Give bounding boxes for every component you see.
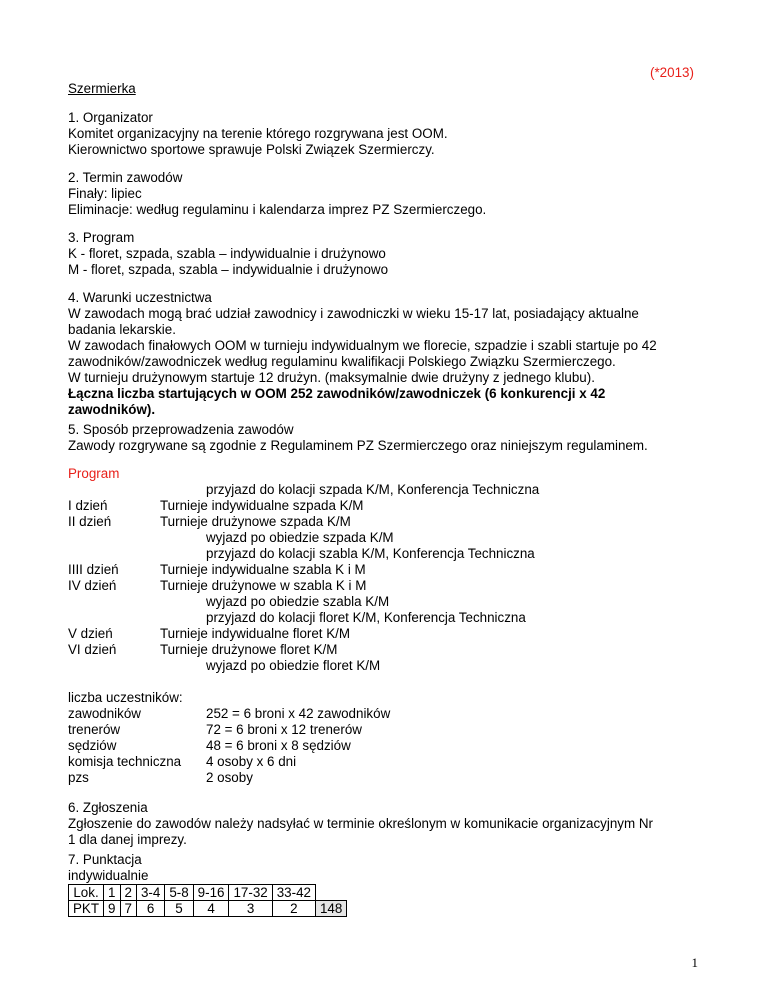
- participant-name: trenerów: [68, 722, 121, 737]
- schedule-day: VI dzień: [68, 642, 117, 657]
- section-heading: 7. Punktacja: [68, 852, 142, 867]
- schedule-day: II dzień: [68, 514, 112, 529]
- paragraph-line: Kierownictwo sportowe sprawuje Polski Związek Szermierczy.: [68, 142, 435, 157]
- section-heading: 6. Zgłoszenia: [68, 800, 148, 815]
- section-heading: 3. Program: [68, 230, 135, 245]
- paragraph-line: 1 dla danej imprezy.: [68, 832, 187, 847]
- section-heading: 5. Sposób przeprowadzenia zawodów: [68, 422, 294, 437]
- section-conditions: [68, 290, 657, 418]
- schedule-text: Turnieje indywidualne floret K/M: [160, 626, 351, 641]
- schedule-text: przyjazd do kolacji szabla K/M, Konferencja Techniczna: [206, 546, 535, 561]
- table-cell: Lok.: [69, 885, 104, 901]
- table-row: [69, 901, 347, 917]
- table-cell: 9-16: [193, 885, 229, 901]
- participant-value: 72 = 6 broni x 12 trenerów: [206, 722, 362, 737]
- paragraph-line: W zawodach finałowych OOM w turnieju indywidualnym we florecie, szpadzie i szabli startuje po 42: [68, 338, 657, 353]
- participant-value: 48 = 6 broni x 8 sędziów: [206, 738, 351, 753]
- participant-name: zawodników: [68, 706, 141, 721]
- schedule-text: Turnieje indywidualne szpada K/M: [160, 498, 364, 513]
- table-cell: 3: [229, 901, 272, 917]
- table-cell: 5-8: [165, 885, 193, 901]
- paragraph-line: W turnieju drużynowym startuje 12 drużyn. (maksymalnie dwie drużyny z jednego klubu).: [68, 370, 595, 385]
- schedule-day: V dzień: [68, 626, 113, 641]
- participant-value: 2 osoby: [206, 770, 253, 785]
- table-cell: 5: [165, 901, 193, 917]
- participant-value: 252 = 6 broni x 42 zawodników: [206, 706, 391, 721]
- paragraph-line: Eliminacje: według regulaminu i kalendarza imprez PZ Szermierczego.: [68, 202, 487, 217]
- schedule-text: przyjazd do kolacji szpada K/M, Konferencja Techniczna: [206, 482, 540, 497]
- table-row: [69, 885, 347, 901]
- section-heading: 2. Termin zawodów: [68, 170, 183, 185]
- paragraph-line: W zawodach mogą brać udział zawodnicy i zawodniczki w wieku 15-17 lat, posiadający aktualne: [68, 306, 639, 321]
- section-organizer: [68, 110, 448, 158]
- schedule-day: IV dzień: [68, 578, 117, 593]
- table-cell: 9: [104, 901, 120, 917]
- table-cell: 2: [272, 901, 315, 917]
- participant-name: sędziów: [68, 738, 117, 753]
- participant-value: 4 osoby x 6 dni: [206, 754, 297, 769]
- paragraph-line: Finały: lipiec: [68, 186, 142, 201]
- schedule-text: wyjazd po obiedzie szabla K/M: [206, 594, 390, 609]
- scoring-table: [68, 884, 347, 917]
- paragraph-line: M - floret, szpada, szabla – indywidualnie i drużynowo: [68, 262, 389, 277]
- section-procedure: [68, 422, 648, 454]
- section-entries: [68, 800, 653, 848]
- participants-label: liczba uczestników:: [68, 690, 183, 705]
- table-cell: 7: [120, 901, 136, 917]
- participant-name: komisja techniczna: [68, 754, 182, 769]
- points-total: 148: [315, 901, 346, 917]
- program-label: Program: [68, 466, 120, 481]
- table-cell: 17-32: [229, 885, 272, 901]
- year-note: (*2013): [650, 65, 694, 80]
- section-dates: [68, 170, 486, 218]
- paragraph-line: badania lekarskie.: [68, 322, 176, 337]
- section-heading: 4. Warunki uczestnictwa: [68, 290, 212, 305]
- section-scoring: [68, 852, 148, 884]
- schedule-text: wyjazd po obiedzie szpada K/M: [206, 530, 394, 545]
- participant-name: pzs: [68, 770, 89, 785]
- schedule-day: I dzień: [68, 498, 108, 513]
- table-cell: 3-4: [136, 885, 164, 901]
- schedule-text: Turnieje drużynowe szpada K/M: [160, 514, 351, 529]
- page-number: 1: [691, 955, 698, 970]
- schedule-text: Turnieje indywidualne szabla K i M: [160, 562, 366, 577]
- schedule-text: Turnieje drużynowe floret K/M: [160, 642, 338, 657]
- section-subheading: indywidualnie: [68, 868, 149, 883]
- paragraph-line: K - floret, szpada, szabla – indywidualnie i drużynowo: [68, 246, 386, 261]
- paragraph-line: Zgłoszenie do zawodów należy nadsyłać w terminie określonym w komunikacie organizacyjnym Nr: [68, 816, 653, 831]
- table-cell: 6: [136, 901, 164, 917]
- schedule-day: IIII dzień: [68, 562, 119, 577]
- section-program: [68, 230, 388, 278]
- paragraph-line: Zawody rozgrywane są zgodnie z Regulaminem PZ Szermierczego oraz niniejszym regulaminem.: [68, 438, 648, 453]
- paragraph-line: Komitet organizacyjny na terenie którego rozgrywana jest OOM.: [68, 126, 448, 141]
- schedule-text: przyjazd do kolacji floret K/M, Konferencja Techniczna: [206, 610, 526, 625]
- doc-title: Szermierka: [68, 81, 136, 96]
- paragraph-line: zawodników/zawodniczek według regulaminu kwalifikacji Polskiego Związku Szermierczego.: [68, 354, 616, 369]
- schedule-text: Turnieje drużynowe w szabla K i M: [160, 578, 367, 593]
- schedule-text: wyjazd po obiedzie floret K/M: [206, 658, 381, 673]
- bold-line: zawodników).: [68, 402, 156, 417]
- table-cell: PKT: [69, 901, 104, 917]
- table-cell: 1: [104, 885, 120, 901]
- table-cell: 2: [120, 885, 136, 901]
- table-cell: 4: [193, 901, 229, 917]
- section-heading: 1. Organizator: [68, 110, 153, 125]
- table-cell: 33-42: [272, 885, 315, 901]
- bold-line: Łączna liczba startujących w OOM 252 zawodników/zawodniczek (6 konkurencji x 42: [68, 386, 606, 401]
